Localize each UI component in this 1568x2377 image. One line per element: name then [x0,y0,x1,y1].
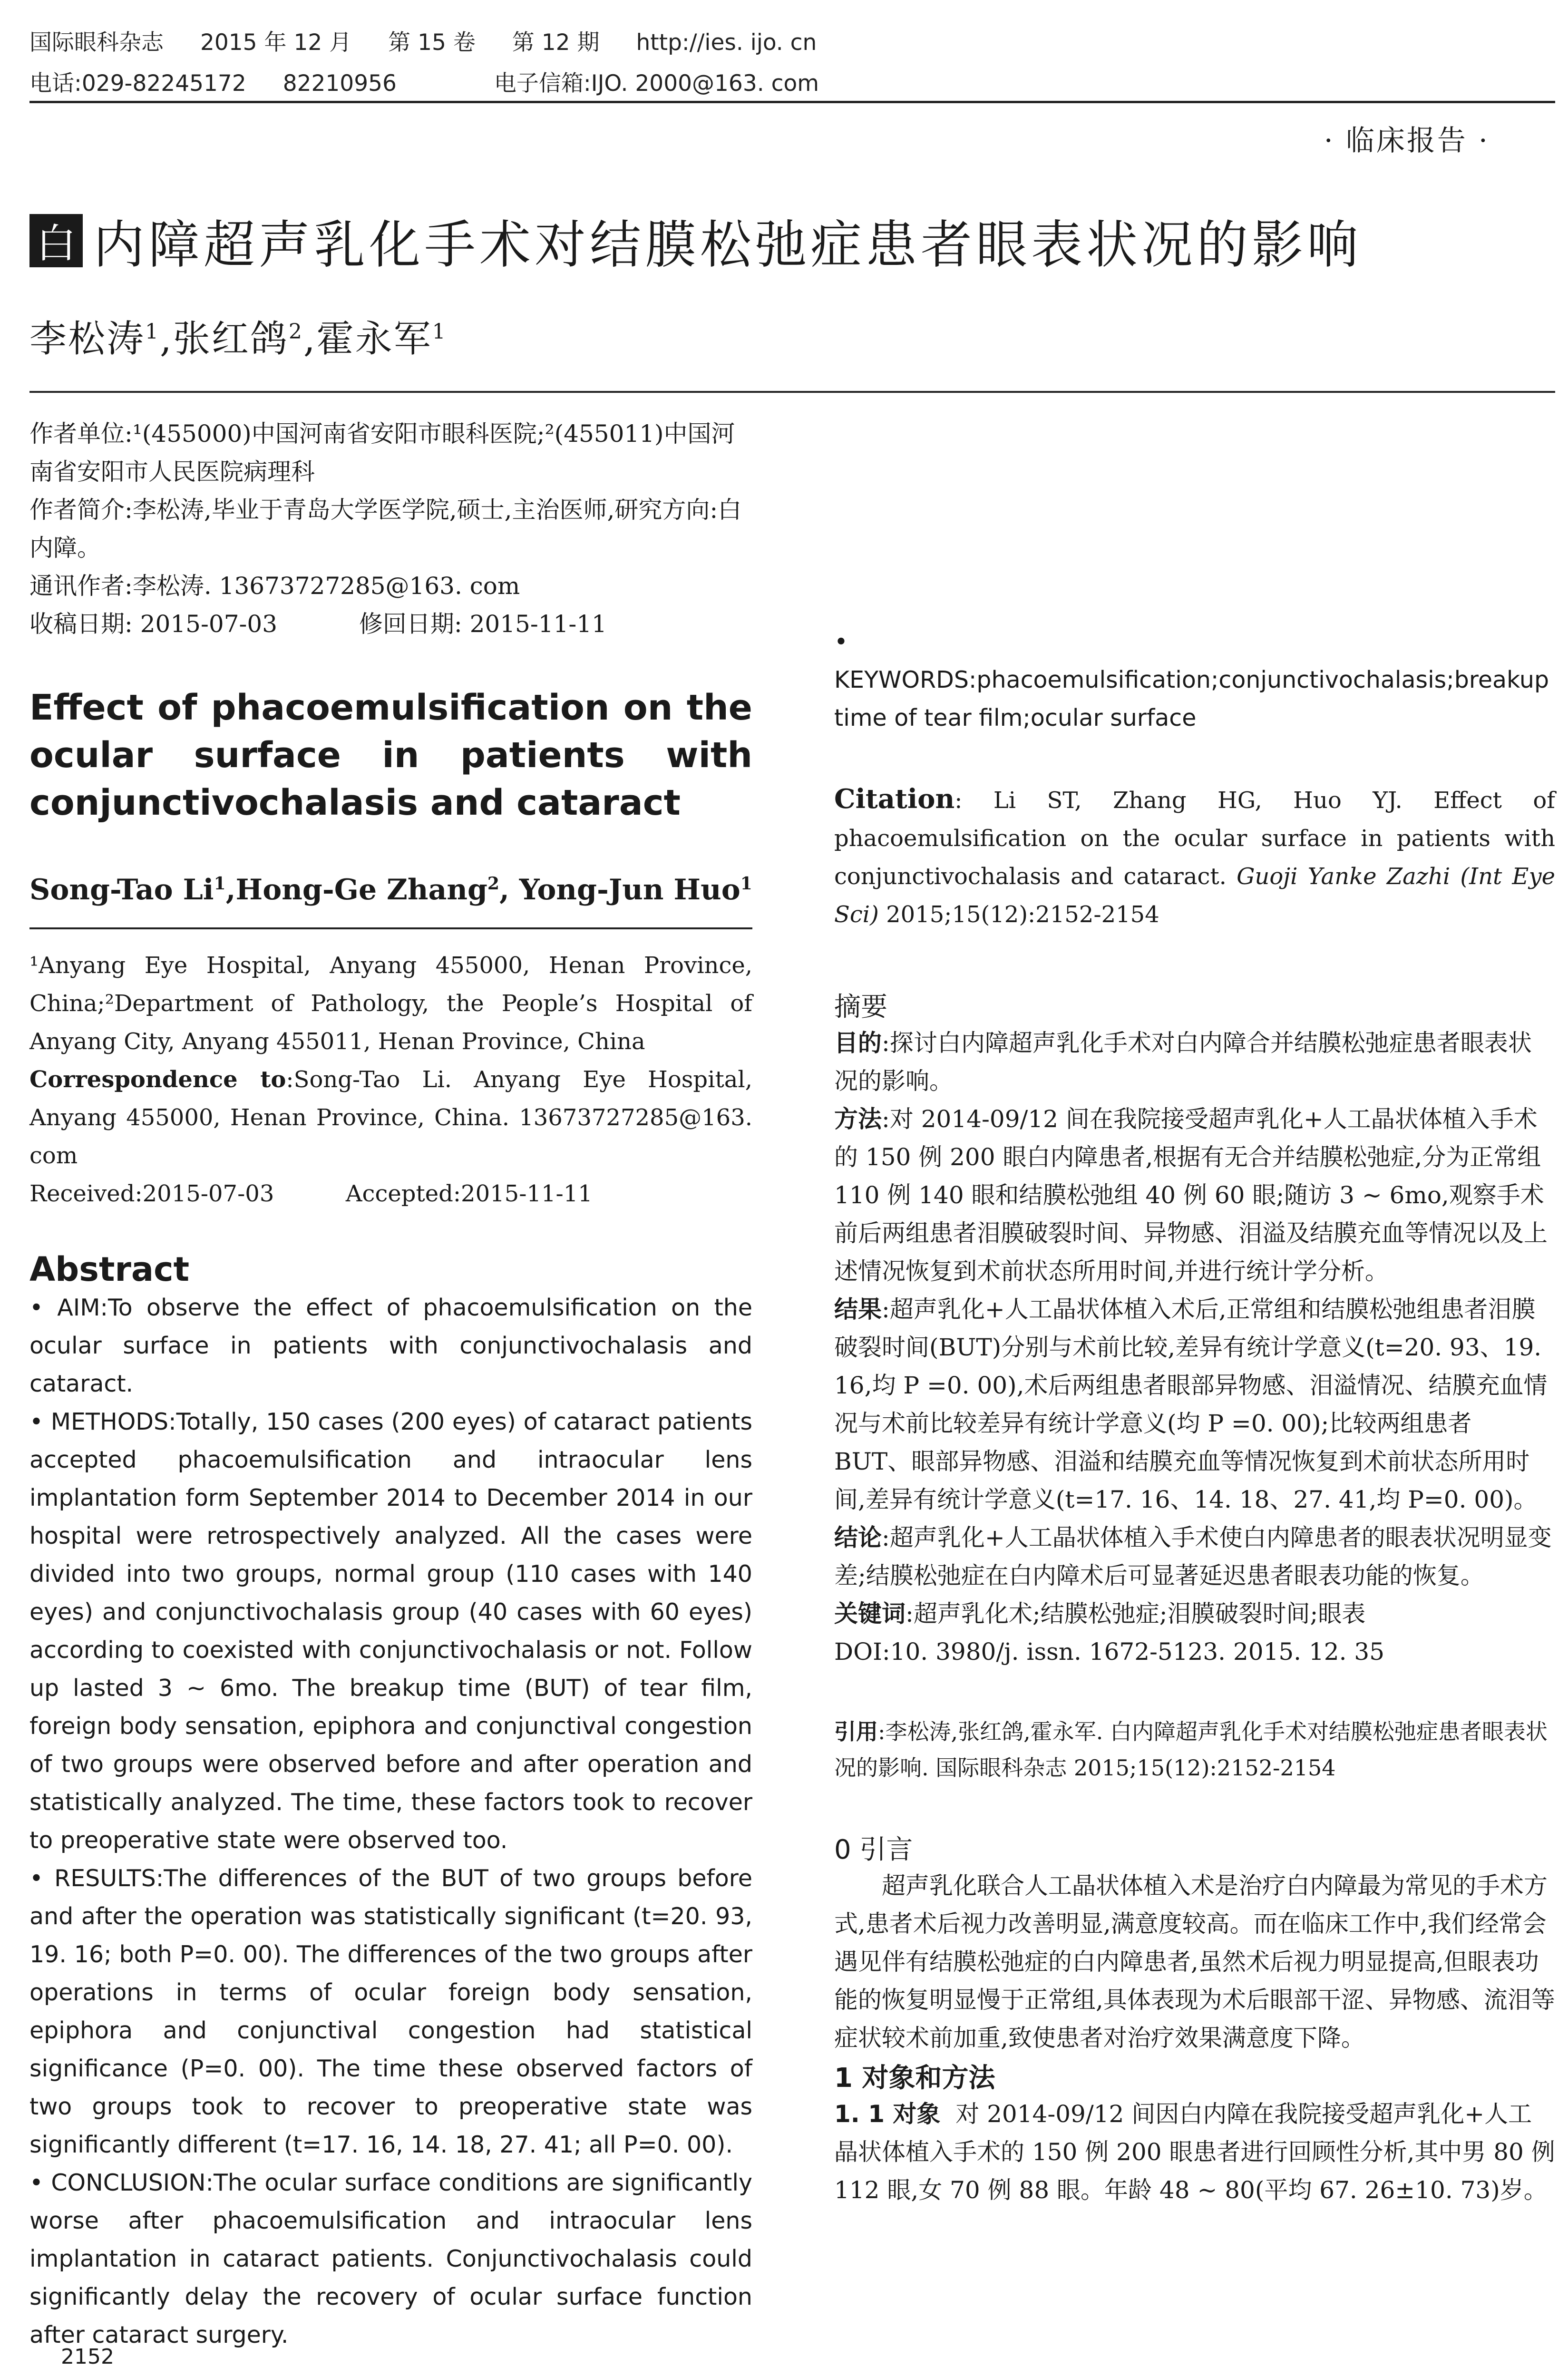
zh-methods [834,1100,1555,1290]
zh-keywords-text: :超声乳化术;结膜松弛症;泪膜破裂时间;眼表 [906,1600,1366,1627]
methods-sub-label: 1. 1 对象 [834,2100,941,2128]
author-name: 霍永军 [316,318,432,360]
citation-text: : Li ST, Zhang HG, Huo YJ. Effect of phacoemulsification on the ocular surface in patients with conjunctivochalasis and cataract. [834,787,1555,890]
authors-en: Song-Tao Li$^1$,Hong-Ge Zhang$^2$, Yong-Jun Huo$^1$ [29,873,752,906]
received-date-cn: 收稿日期: 2015-07-03 [29,610,278,638]
abstract-methods: • METHODS:Totally, 150 cases (200 eyes) of cataract patients accepted phacoemulsification and intraocular lens implantation form September 2014 to December 2014 in our hospital were retrospectively analyzed. All the cases were divided into two groups, normal group (110 cases with 140 eyes) and conjunctivochalasis group (40 cases with 60 eyes) according to coexisted with conjunctivochalasis or not. Follow up lasted 3 ~ 6mo. The breakup time (BUT) of tear film, foreign body sensation, epiphora and conjunctival congestion of two groups were observed before and after operation and statistically analyzed. The time, these factors took to recover to preoperative state were observed too. [29,1408,752,1854]
author-en-sup: 1 [214,874,226,894]
header-rule [29,101,1555,103]
right-column [834,623,1555,2209]
journal-name: 国际眼科杂志 [29,29,164,56]
citation-journal: Guoji Yanke Zazhi (Int Eye Sci) [834,863,1555,928]
corresponding-author: 通讯作者:李松涛. 13673727285@163. com [29,572,520,600]
accepted-date-en: Accepted:2015-11-11 [345,1180,593,1207]
left-column [29,415,752,2354]
zh-conclusion-label: 结论 [834,1524,882,1551]
doi[interactable]: DOI:10. 3980/j. issn. 1672-5123. 2015. 12. 35 [834,1638,1385,1666]
abstract-keywords: • KEYWORDS:phacoemulsification;conjunctivochalasis;breakup time of tear film;ocular surface [834,628,1549,731]
english-title-line: Effect of phacoemulsification on the [29,687,752,728]
article-title [29,204,1362,277]
citation-en [834,780,1555,934]
english-title-line: ocular surface in patients with [29,735,752,776]
author-en-sup: 1 [740,874,752,894]
title-rule [29,391,1555,393]
received-date-en: Received:2015-07-03 [29,1180,274,1207]
zh-methods-text: :对 2014-09/12 间在我院接受超声乳化+人工晶状体植入手术的 150 例 200 眼白内障患者,根据有无合并结膜松弛症,分为正常组 110 例 140 眼和结膜松弛组 40 例 60 眼;随访 3 ~ 6mo,观察手术前后两组患者泪膜破裂时间、异物感、泪溢及结膜充血等情况以及上述情况恢复到术前状态所用时间,并进行统计学分析。 [834,1105,1548,1285]
zh-aim-text: :探讨白内障超声乳化手术对白内障合并结膜松弛症患者眼表状况的影响。 [834,1029,1532,1095]
methods-sub-text: 对 2014-09/12 间因白内障在我院接受超声乳化+人工晶状体植入手术的 150 例 200 眼患者进行回顾性分析,其中男 80 例 112 眼,女 70 例 88 眼。年龄 48 ~ 80(平均 67. 26±10. 73)岁。 [834,2100,1555,2204]
phone2: 82210956 [282,70,397,97]
email[interactable]: 电子信箱:IJO. 2000@163. com [494,70,819,97]
dates-cn [29,605,752,643]
dates-en [29,1175,752,1213]
citation-ref: 2015;15(12):2152-2154 [886,901,1159,928]
running-header-contact [29,66,848,97]
issue: 第 12 期 [512,29,600,56]
phone: 电话:029-82245172 [29,70,246,97]
zh-citation-label: 引用 [834,1719,878,1744]
page-number: 2152 [61,2345,114,2369]
methods-subject [834,2095,1555,2209]
author-sup: 1 [145,320,160,344]
zh-conclusion-text: :超声乳化+人工晶状体植入手术使白内障患者的眼表状况明显变差;结膜松弛症在白内障术后可显著延迟患者眼表功能的恢复。 [834,1524,1552,1589]
abstract-results: • RESULTS:The differences of the BUT of two groups before and after the operation was statistically significant (t=20. 93, 19. 16; both P=0. 00). The differences of the two groups after operations in terms of ocular foreign body sensation, epiphora and conjunctival congestion had statistical significance (P=0. 00). The time these observed factors of two groups took to recover to preoperative state was significantly different (t=17. 16, 14. 18, 27. 41; all P=0. 00). [29,1865,752,2158]
zh-results-text: :超声乳化+人工晶状体植入术后,正常组和结膜松弛组患者泪膜破裂时间(BUT)分别与术前比较,差异有统计学意义(t=20. 93、19. 16,均 P =0. 00),术后两组患者眼部异物感、泪溢情况、结膜充血情况与术前比较差异有统计学意义(均 P =0. 00);比较两组患者 BUT、眼部异物感、泪溢和结膜充血等情况恢复到术前状态所用时间,差异有统计学意义(t=17. 16、14. 18、27. 41,均 P=0. 00)。 [834,1296,1548,1513]
author-name: 张红鸽 [173,318,289,360]
zh-aim [834,1024,1555,1100]
correspondence-text: :Song-Tao Li. Anyang Eye Hospital, Anyang 455000, Henan Province, China. 13673727285@163. com [29,1066,753,1169]
zh-keywords-label: 关键词 [834,1600,906,1627]
zh-abstract-heading: 摘要 [834,992,887,1023]
authors-rule [29,906,752,929]
author-sup: 2 [288,320,303,344]
author-bio: 作者简介:李松涛,毕业于青岛大学医学院,硕士,主治医师,研究方向:白内障。 [29,496,742,562]
citation-label: Citation [834,783,955,815]
issue-date: 2015 年 12 月 [200,29,352,56]
volume: 第 15 卷 [388,29,476,56]
running-header-top [29,25,846,57]
zh-methods-label: 方法 [834,1105,882,1133]
title-badge: 白 [29,214,83,267]
article-category: · 临床报告 · [1324,124,1490,157]
journal-url[interactable]: http://ies. ijo. cn [636,29,817,56]
revised-date-cn: 修回日期: 2015-11-11 [359,610,607,638]
affiliation-unit: 作者单位:¹(455000)中国河南省安阳市眼科医院;²(455011)中国河南省安阳市人民医院病理科 [29,420,735,486]
author-name: 李松涛 [29,318,146,360]
author-en: Yong-Jun Huo [519,873,740,906]
zh-citation-text: :李松涛,张红鸽,霍永军. 白内障超声乳化手术对结膜松弛症患者眼表状况的影响. 国际眼科杂志 2015;15(12):2152-2154 [834,1719,1548,1781]
correspondence-en [29,1061,752,1175]
author-en: Hong-Ge Zhang [235,873,487,906]
methods-heading: 1 对象和方法 [834,2063,995,2094]
zh-results-label: 结果 [834,1296,882,1323]
zh-results [834,1290,1555,1519]
english-title-line: conjunctivochalasis and cataract [29,782,681,823]
authors-cn: 李松涛$^1$,张红鸽$^2$,霍永军$^1$ [29,318,447,360]
abstract-conclusion: • CONCLUSION:The ocular surface conditions are significantly worse after phacoemulsification and intraocular lens implantation in cataract patients. Conjunctivochalasis could significantly delay the recovery of ocular surface function after cataract surgery. [29,2169,752,2348]
zh-keywords [834,1595,1555,1633]
title-text: 内障超声乳化手术对结膜松弛症患者眼表状况的影响 [93,215,1363,275]
author-en-sup: 2 [487,874,499,894]
intro-heading: 0 引言 [834,1834,913,1865]
abstract-heading: Abstract [29,1250,190,1289]
affiliation-en: ¹Anyang Eye Hospital, Anyang 455000, Henan Province, China;²Department of Pathology, the People’s Hospital of Anyang City, Anyang 455011, Henan Province, China [29,952,752,1055]
author-sup: 1 [432,320,447,344]
author-en: Song-Tao Li [29,873,214,906]
zh-citation [834,1714,1555,1786]
zh-aim-label: 目的 [834,1029,882,1057]
abstract-aim: • AIM:To observe the effect of phacoemulsification on the ocular surface in patients with conjunctivochalasis and cataract. [29,1294,752,1397]
zh-conclusion [834,1519,1555,1595]
correspondence-label: Correspondence to [29,1066,286,1093]
intro-paragraph: 超声乳化联合人工晶状体植入术是治疗白内障最为常见的手术方式,患者术后视力改善明显,满意度较高。而在临床工作中,我们经常会遇见伴有结膜松弛症的白内障患者,虽然术后视力明显提高,但眼表功能的恢复明显慢于正常组,具体表现为术后眼部干涩、异物感、流泪等症状较术前加重,致使患者对治疗效果满意度下降。 [834,1872,1555,2052]
